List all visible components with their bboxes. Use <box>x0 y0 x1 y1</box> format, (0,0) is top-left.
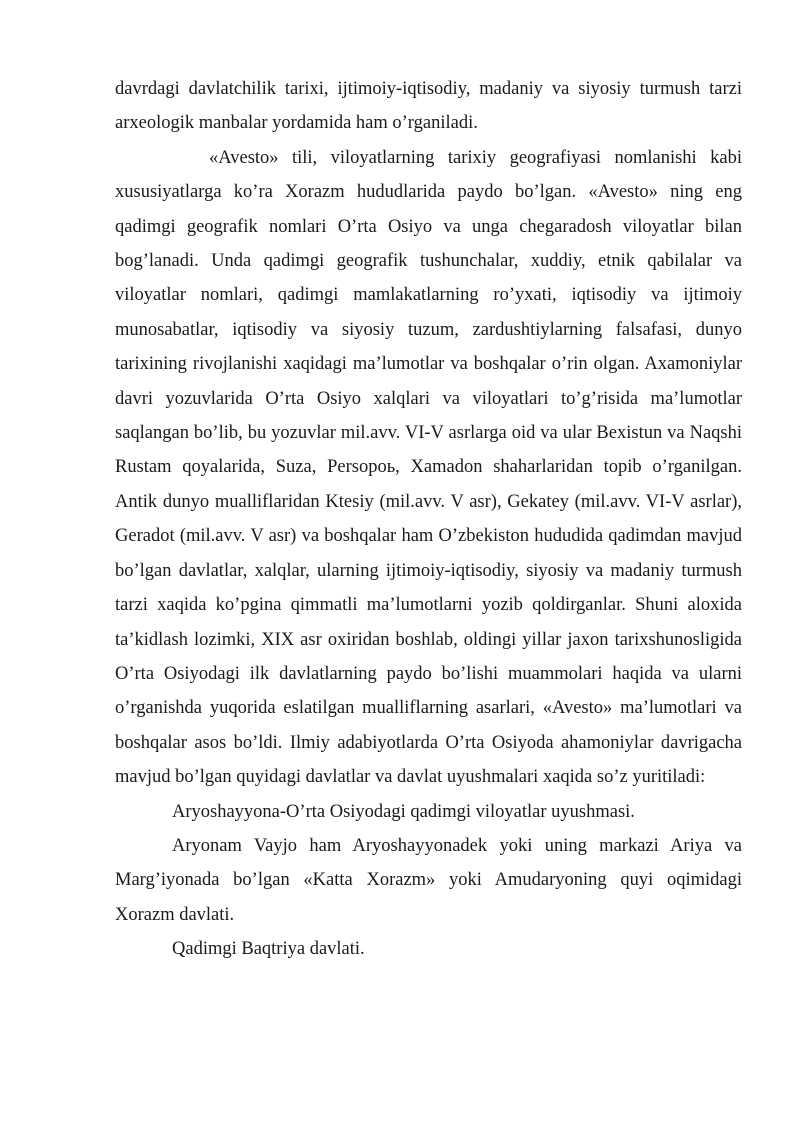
paragraph-aryoshayyona: Aryoshayyona-O’rta Osiyodagi qadimgi viloyatlar uyushmasi. <box>172 801 635 822</box>
paragraph-baqtriya: Qadimgi Baqtriya davlati. <box>172 939 365 960</box>
paragraph-continuation: davrdagi davlatchilik tarixi, ijtimoiy-iqtisodiy, madaniy va siyosiy turmush tarzi arxeologik manbalar yordamida ham o’rganiladi. <box>115 79 742 134</box>
paragraph-aryonam-vayjo: Aryonam Vayjo ham Aryoshayyonadek yoki uning markazi Ariya va Marg’iyonada bo’lgan «Katta Xorazm» yoki Amudaryoning quyi oqimidagi Xorazm davlati. <box>115 835 742 925</box>
document-page <box>115 72 742 967</box>
paragraph-avesto: «Avesto» tili, viloyatlarning tarixiy geografiyasi nomlanishi kabi xususiyatlarga ko’ra Xorazm hududlarida paydo bo’lgan. «Avesto» ning eng qadimgi geografik nomlari O’rta Osiyo va unga chegaradosh viloyatlar bilan bog’lanadi. Unda qadimgi geografik tushunchalar, xuddiy, etnik qabilalar va viloyatlar nomlari, qadimgi mamlakatlarning ro’yxati, iqtisodiy va ijtimoiy munosabatlar, iqtisodiy va siyosiy tuzum, zardushtiylarning falsafasi, dunyo tarixining rivojlanishi xaqidagi ma’lumotlar va boshqalar o’rin olgan. Axamoniylar davri yozuvlarida O’rta Osiyo xalqlari va viloyatlari to’g’risida ma’lumotlar saqlangan bo’lib, bu yozuvlar mil.avv. VI-V asrlarga oid va ular Bexistun va Naqshi Rustam qoyalarida, Suza, Persopoь, Xamadon shaharlaridan topib o’rganilgan. Antik dunyo mualliflaridan Ktesiy (mil.avv. V asr), Gekatey (mil.avv. VI-V asrlar), Geradot (mil.avv. V asr) va boshqalar ham O’zbekiston hududida qadimdan mavjud bo’lgan davlatlar, xalqlar, ularning ijtimoiy-iqtisodiy, siyosiy va madaniy turmush tarzi xaqida ko’pgina qimmatli ma’lumotlarni yozib qoldirganlar. Shuni aloxida ta’kidlash lozimki, XIX asr oxiridan boshlab, oldingi yillar jaxon tarixshunosligida O’rta Osiyodagi ilk davlatlarning paydo bo’lishi muammolari haqida va ularni o’rganishda yuqorida eslatilgan mualliflarning asarlari, «Avesto» ma’lumotlari va boshqalar asos bo’ldi. Ilmiy adabiyotlarda O’rta Osiyoda ahamoniylar davrigacha mavjud bo’lgan quyidagi davlatlar va davlat uyushmalari xaqida so’z yuritiladi: <box>115 147 742 788</box>
